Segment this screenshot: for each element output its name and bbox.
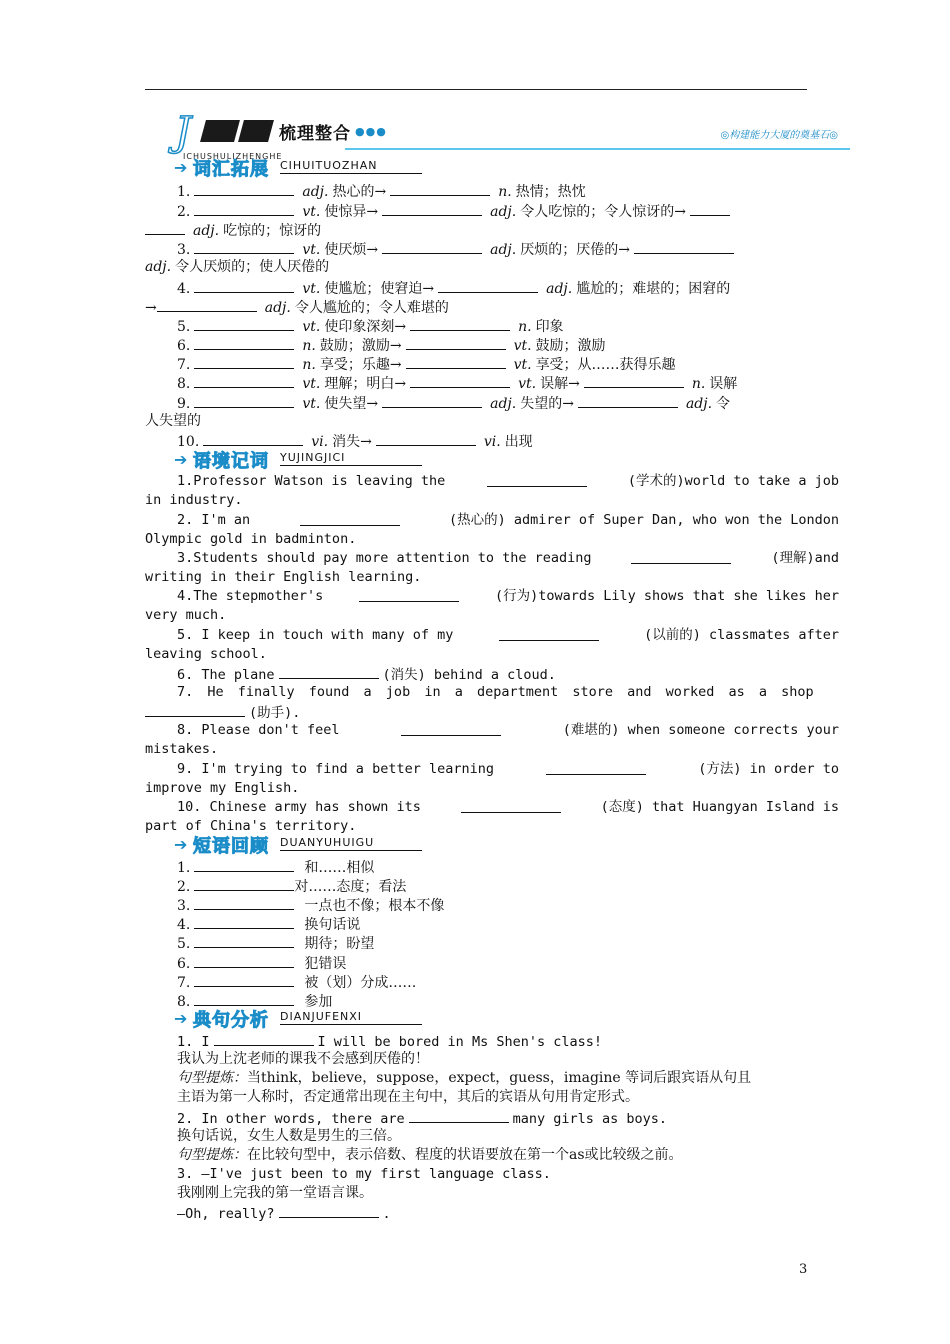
sentence-tip-1-cont: 主语为第一人称时，否定通常出现在主句中，其后的宾语从句用肯定形式。 [177,1089,639,1105]
banner-pinyin: ICHUSHULIZHENGHE [183,152,283,161]
context-item-8-cont: mistakes. [145,741,219,757]
answer-blank[interactable] [194,239,294,254]
banner-block-icon [238,120,274,142]
sentence-3-translation: 我刚刚上完我的第一堂语言课。 [177,1185,373,1201]
answer-blank[interactable] [194,914,294,929]
answer-blank[interactable] [194,895,294,910]
vocab-item-10: 10. vi. 消失→ vi. 出现 [145,431,839,452]
page-number: 3 [799,1262,808,1277]
answer-blank[interactable] [631,549,731,564]
vocab-item-2: 2. vt. 使惊异→ adj. 令人吃惊的；令人惊讶的→ [145,201,839,222]
vocab-item-7: 7. n. 享受；乐趣→ vt. 享受；从……获得乐趣 [145,354,839,375]
answer-blank[interactable] [194,953,294,968]
answer-blank[interactable] [690,201,730,216]
answer-blank[interactable] [382,239,482,254]
answer-blank[interactable] [382,201,482,216]
answer-blank[interactable] [279,1203,379,1218]
sentence-2-translation: 换句话说，女生人数是男生的三倍。 [177,1128,401,1144]
section-pinyin: CIHUITUOZHAN [280,159,422,174]
phrase-item: 4. 换句话说 [145,914,839,935]
section-header-sentences [174,1008,434,1032]
vocab-item-9: 9. vt. 使失望→ adj. 失望的→ adj. 令 [145,393,839,414]
section-header-context [174,449,434,473]
answer-blank[interactable] [194,373,294,388]
answer-blank[interactable] [194,857,294,872]
vocab-item-3-cont: adj. 令人厌烦的；使人厌倦的 [145,259,330,275]
answer-blank[interactable] [634,239,734,254]
context-item-8: 8. Please don't feel (难堪的) when someone corrects your [177,722,839,738]
context-item-6: 6. The plane (消失) behind a cloud. [145,664,839,685]
answer-blank[interactable] [499,626,599,641]
section-pinyin: YUJINGJICI [280,451,422,466]
context-item-1-cont: in industry. [145,492,243,508]
answer-blank[interactable] [406,354,506,369]
phrase-item: 7. 被（划）分成…… [145,972,839,993]
answer-blank[interactable] [410,373,510,388]
arrow-icon: ➔ [174,158,188,177]
context-item-4: 4.The stepmother's (行为)towards Lily shows that she likes her [177,588,839,604]
answer-blank[interactable] [194,393,294,408]
banner-slogan: ◎构建能力大厦的奠基石◎ [720,130,838,141]
answer-blank[interactable] [203,431,303,446]
arrow-icon: ➔ [174,1009,188,1028]
answer-blank[interactable] [382,393,482,408]
vocab-item-6: 6. n. 鼓励；激励→ vt. 鼓励；激励 [145,335,839,356]
section-title: 语境记词 [193,451,269,472]
answer-blank[interactable] [214,1031,314,1046]
phrase-item: 5. 期待；盼望 [145,933,839,954]
context-item-2-cont: Olympic gold in badminton. [145,531,357,547]
answer-blank[interactable] [194,876,294,891]
answer-blank[interactable] [194,278,294,293]
sentence-1: 1. I I will be bored in Ms Shen's class! [145,1031,839,1052]
arrow-icon: ➔ [174,835,188,854]
answer-blank[interactable] [487,472,587,487]
section-pinyin: DIANJUFENXI [280,1010,422,1025]
sentence-tip-2: 句型提炼：在比较句型中，表示倍数、程度的状语要放在第一个as或比较级之前。 [177,1147,683,1163]
context-item-1: 1.Professor Watson is leaving the (学术的)world to take a job [177,473,839,489]
answer-blank[interactable] [145,220,185,235]
arrow-icon: ➔ [174,450,188,469]
vocab-item-8: 8. vt. 理解；明白→ vt. 误解→ n. 误解 [145,373,839,394]
context-item-5: 5. I keep in touch with many of my (以前的) classmates after [177,627,839,643]
context-item-7: 7. He finally found a job in a department store and worked as a shop [177,684,814,700]
answer-blank[interactable] [359,587,459,602]
phrase-item: 2. 对……态度；看法 [145,876,839,897]
phrase-item: 3. 一点也不像；根本不像 [145,895,839,916]
vocab-item-5: 5. vt. 使印象深刻→ n. 印象 [145,316,839,337]
phrase-item: 1. 和……相似 [145,857,839,878]
context-item-3: 3.Students should pay more attention to the reading (理解)and [177,550,839,566]
sentence-3-reply: —Oh, really? . [145,1203,839,1224]
section-header-phrases [174,834,434,858]
section-banner [145,109,850,161]
sentence-2: 2. In other words, there are many girls as boys. [145,1108,839,1129]
vocab-item-3: 3. vt. 使厌烦→ adj. 厌烦的；厌倦的→ [145,239,839,260]
answer-blank[interactable] [300,511,400,526]
vocab-item-4: 4. vt. 使尴尬；使窘迫→ adj. 尴尬的；难堪的；困窘的 [145,278,839,299]
answer-blank[interactable] [145,702,245,717]
phrase-item: 6. 犯错误 [145,953,839,974]
vocab-item-2-cont: adj. 吃惊的；惊讶的 [145,220,807,241]
answer-blank[interactable] [279,664,379,679]
vocab-item-4-cont: → adj. 令人尴尬的；令人难堪的 [145,297,807,318]
answer-blank[interactable] [157,297,257,312]
answer-blank[interactable] [584,373,684,388]
section-title: 短语回顾 [193,836,269,857]
answer-blank[interactable] [194,201,294,216]
context-item-4-cont: very much. [145,607,227,623]
context-item-5-cont: leaving school. [145,646,267,662]
answer-blank[interactable] [461,798,561,813]
answer-blank[interactable] [194,335,294,350]
sentence-3: 3. —I've just been to my first language class. [177,1166,551,1182]
phrase-item: 8. 参加 [145,991,839,1012]
answer-blank[interactable] [546,760,646,775]
answer-blank[interactable] [401,721,501,736]
answer-blank[interactable] [194,354,294,369]
answer-blank[interactable] [390,181,490,196]
header-rule [145,89,807,90]
banner-rule [345,148,850,150]
answer-blank[interactable] [376,431,476,446]
answer-blank[interactable] [406,335,506,350]
context-item-3-cont: writing in their English learning. [145,569,422,585]
context-item-9: 9. I'm trying to find a better learning (方法) in order to [177,761,839,777]
answer-blank[interactable] [194,991,294,1006]
answer-blank[interactable] [194,933,294,948]
section-title: 典句分析 [193,1010,269,1031]
context-item-2: 2. I'm an (热心的) admirer of Super Dan, who won the London [177,512,839,528]
sentence-tip-1: 句型提炼：当think，believe，suppose，expect，guess，imagine 等词后跟宾语从句且 [177,1070,752,1086]
sentence-1-translation: 我认为上沈老师的课我不会感到厌倦的！ [177,1051,429,1067]
answer-blank[interactable] [194,316,294,331]
context-item-9-cont: improve my English. [145,780,300,796]
banner-block-icon [200,120,240,142]
banner-title: 梳理整合 [279,124,351,144]
answer-blank[interactable] [194,181,294,196]
context-item-10-cont: part of China's territory. [145,818,357,834]
section-pinyin: DUANYUHUIGU [280,836,422,851]
banner-letter: J [175,109,192,155]
section-title: 词汇拓展 [193,159,269,180]
answer-blank[interactable] [194,972,294,987]
context-item-10: 10. Chinese army has shown its (态度) that Huangyan Island is [177,799,839,815]
answer-blank[interactable] [409,1108,509,1123]
answer-blank[interactable] [578,393,678,408]
answer-blank[interactable] [410,316,510,331]
context-item-7-cont: (助手). [145,702,807,723]
banner-dots: ●●● [355,125,387,138]
answer-blank[interactable] [438,278,538,293]
vocab-item-9-cont: 人失望的 [145,413,201,429]
vocab-item-1: 1. adj. 热心的→ n. 热情；热忱 [145,181,839,202]
section-header-vocab [174,157,434,181]
